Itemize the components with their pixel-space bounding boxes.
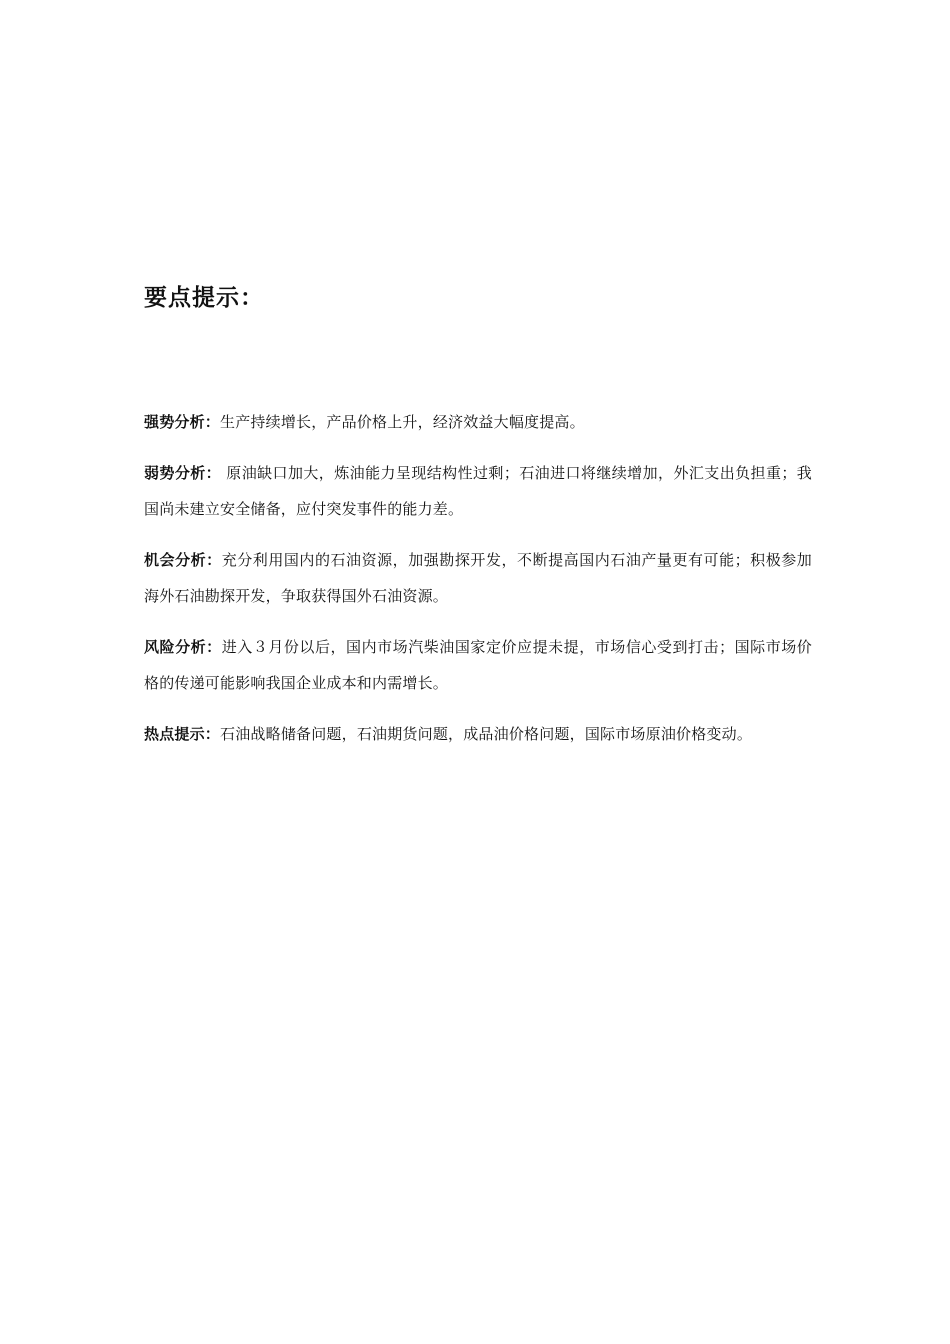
opportunity-text: 充分利用国内的石油资源，加强勘探开发，不断提高国内石油产量更有可能；积极参加海外石油勘探开发，争取获得国外石油资源。 — [144, 551, 812, 605]
key-points-heading: 要点提示： — [144, 285, 264, 311]
hotspot-text: 石油战略储备问题，石油期货问题，成品油价格问题，国际市场原油价格变动。 — [220, 725, 753, 743]
hotspot-tips — [144, 716, 812, 752]
weakness-analysis — [144, 455, 812, 527]
weakness-text: 原油缺口加大，炼油能力呈现结构性过剩；石油进口将继续增加，外汇支出负担重；我国尚未建立安全储备，应付突发事件的能力差。 — [144, 464, 812, 518]
hotspot-label: 热点提示： — [144, 725, 221, 743]
strength-label: 强势分析： — [144, 413, 221, 431]
opportunity-label: 机会分析： — [144, 551, 222, 569]
risk-label: 风险分析： — [144, 638, 222, 656]
key-points-list — [144, 404, 812, 767]
strength-text: 生产持续增长，产品价格上升，经济效益大幅度提高。 — [220, 413, 585, 431]
risk-text: 进入３月份以后，国内市场汽柴油国家定价应提未提，市场信心受到打击；国际市场价格的传递可能影响我国企业成本和内需增长。 — [144, 638, 812, 692]
weakness-label: 弱势分析： — [144, 464, 222, 482]
risk-analysis — [144, 629, 812, 701]
strength-analysis — [144, 404, 812, 440]
opportunity-analysis — [144, 542, 812, 614]
